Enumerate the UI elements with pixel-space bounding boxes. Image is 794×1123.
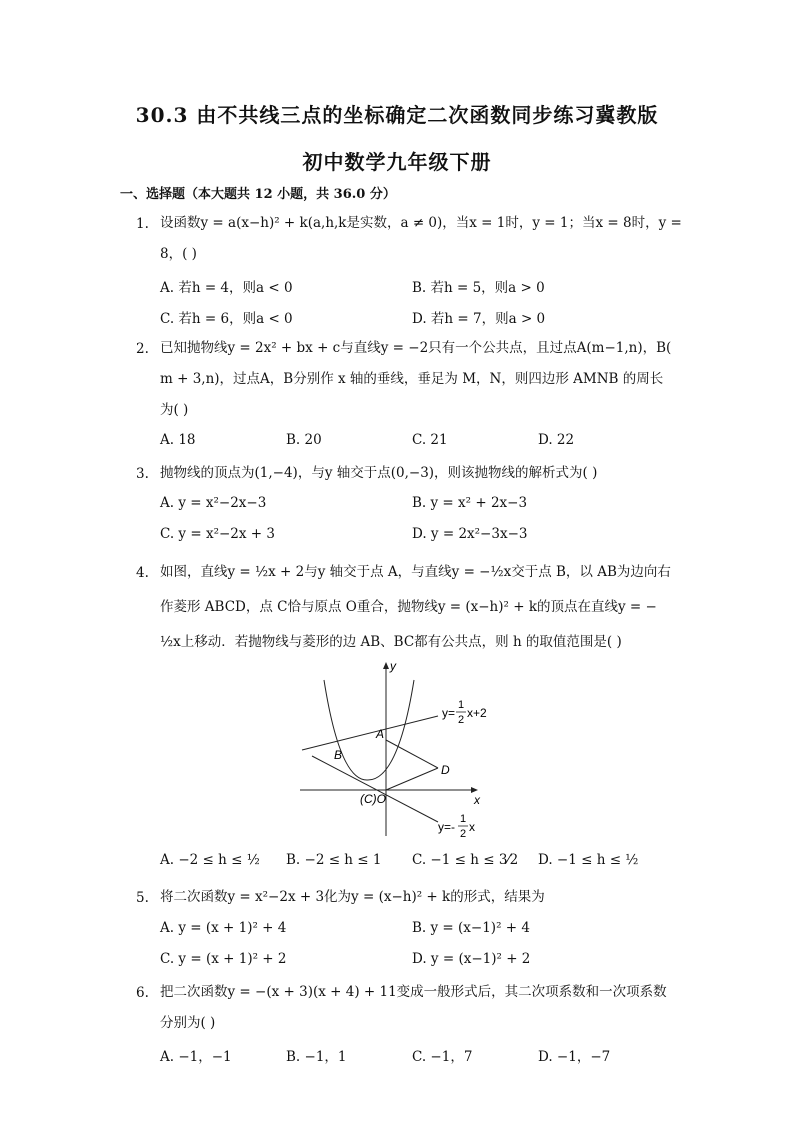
question-number: 1.	[136, 216, 149, 232]
option-d: D. y = 2x²−3x−3	[412, 526, 528, 542]
x-axis-label: x	[474, 793, 480, 807]
option-c: C. −1，7	[412, 1049, 473, 1065]
line2-suffix: x	[469, 820, 475, 834]
section-heading: 一、选择题（本大题共 12 小题，共 36.0 分）	[120, 187, 396, 202]
option-a: A. y = x²−2x−3	[160, 495, 267, 511]
question-number: 5.	[136, 890, 149, 906]
line-label-lower	[438, 813, 475, 840]
option-d: D. −1 ≤ h ≤ ½	[538, 852, 639, 868]
y-axis-arrow	[383, 662, 389, 669]
line1-numerator: 1	[458, 699, 465, 711]
line1-prefix: y=	[442, 706, 456, 720]
option-b: B. y = x² + 2x−3	[412, 495, 528, 511]
line2-numerator: 1	[460, 813, 467, 825]
question-text: 8，( )	[160, 246, 197, 262]
option-b: B. 20	[286, 432, 322, 448]
question-text: 为( )	[160, 402, 189, 418]
option-b: B. y = (x−1)² + 4	[412, 920, 530, 936]
option-a: A. y = (x + 1)² + 4	[160, 920, 287, 936]
rhombus-side-dc	[386, 768, 438, 790]
y-axis-label: y	[390, 659, 396, 673]
option-d: D. 22	[538, 432, 575, 448]
option-b: B. 若h = 5，则a > 0	[412, 280, 545, 296]
question-number: 2.	[136, 341, 149, 357]
point-d-label: D	[441, 763, 450, 777]
option-d: D. −1，−7	[538, 1049, 611, 1065]
option-c: C. 若h = 6，则a < 0	[160, 311, 293, 327]
line2-denominator: 2	[460, 828, 467, 840]
question-number: 6.	[136, 985, 149, 1001]
option-b: B. −2 ≤ h ≤ 1	[286, 852, 382, 868]
line-half-x-plus-2	[302, 716, 438, 750]
line-neg-half-x	[312, 756, 438, 822]
line2-prefix: y=-	[438, 820, 456, 834]
option-a: A. −1，−1	[160, 1049, 232, 1065]
option-c: C. y = (x + 1)² + 2	[160, 951, 287, 967]
question-text: 如图，直线y = ½x + 2与y 轴交于点 A，与直线y = −½x交于点 B，以 AB为边向右	[160, 564, 671, 580]
page-title-line2: 初中数学九年级下册	[302, 150, 492, 174]
question-text: m + 3,n)，过点A，B分别作 x 轴的垂线，垂足为 M，N，则四边形 AMNB 的周长	[160, 371, 664, 387]
option-a: A. 若h = 4，则a < 0	[160, 280, 293, 296]
question-number: 3.	[136, 466, 149, 482]
question-text: 已知抛物线y = 2x² + bx + c与直线y = −2只有一个公共点，且过点A(m−1,n)，B(	[160, 340, 672, 356]
option-a: A. −2 ≤ h ≤ ½	[160, 852, 260, 868]
origin-label: (C)O	[360, 792, 386, 806]
parabola-curve	[324, 680, 414, 780]
option-c: C. 21	[412, 432, 448, 448]
option-b: B. −1，1	[286, 1049, 347, 1065]
option-d: D. y = (x−1)² + 2	[412, 951, 531, 967]
rhombus-side-ad	[386, 740, 438, 768]
option-c: C. −1 ≤ h ≤ 3⁄2	[412, 852, 519, 868]
question-4-graph	[296, 656, 500, 840]
line-label-upper	[442, 699, 487, 726]
point-a-label: A	[376, 727, 385, 741]
question-text: 分别为( )	[160, 1015, 216, 1031]
question-text: 把二次函数y = −(x + 3)(x + 4) + 11变成一般形式后，其二次项系数和一次项系数	[160, 984, 667, 1000]
question-text: ½x上移动．若抛物线与菱形的边 AB、BC都有公共点，则 h 的取值范围是( )	[160, 634, 622, 650]
point-b-label: B	[334, 748, 343, 762]
line1-denominator: 2	[458, 714, 465, 726]
page-title-line1: 30.3 由不共线三点的坐标确定二次函数同步练习冀教版	[135, 103, 659, 127]
question-number: 4.	[136, 565, 149, 581]
question-text: 将二次函数y = x²−2x + 3化为y = (x−h)² + k的形式，结果为	[160, 889, 545, 905]
option-a: A. 18	[160, 432, 196, 448]
question-text: 抛物线的顶点为(1,−4)，与y 轴交于点(0,−3)，则该抛物线的解析式为( )	[160, 465, 598, 481]
question-text: 作菱形 ABCD，点 C恰与原点 O重合，抛物线y = (x−h)² + k的顶点在直线y = −	[160, 599, 657, 615]
line1-suffix: x+2	[467, 706, 487, 720]
question-text: 设函数y = a(x−h)² + k(a,h,k是实数，a ≠ 0)，当x = 1时，y = 1；当x = 8时，y =	[160, 215, 682, 231]
option-c: C. y = x²−2x + 3	[160, 526, 275, 542]
option-d: D. 若h = 7，则a > 0	[412, 311, 546, 327]
